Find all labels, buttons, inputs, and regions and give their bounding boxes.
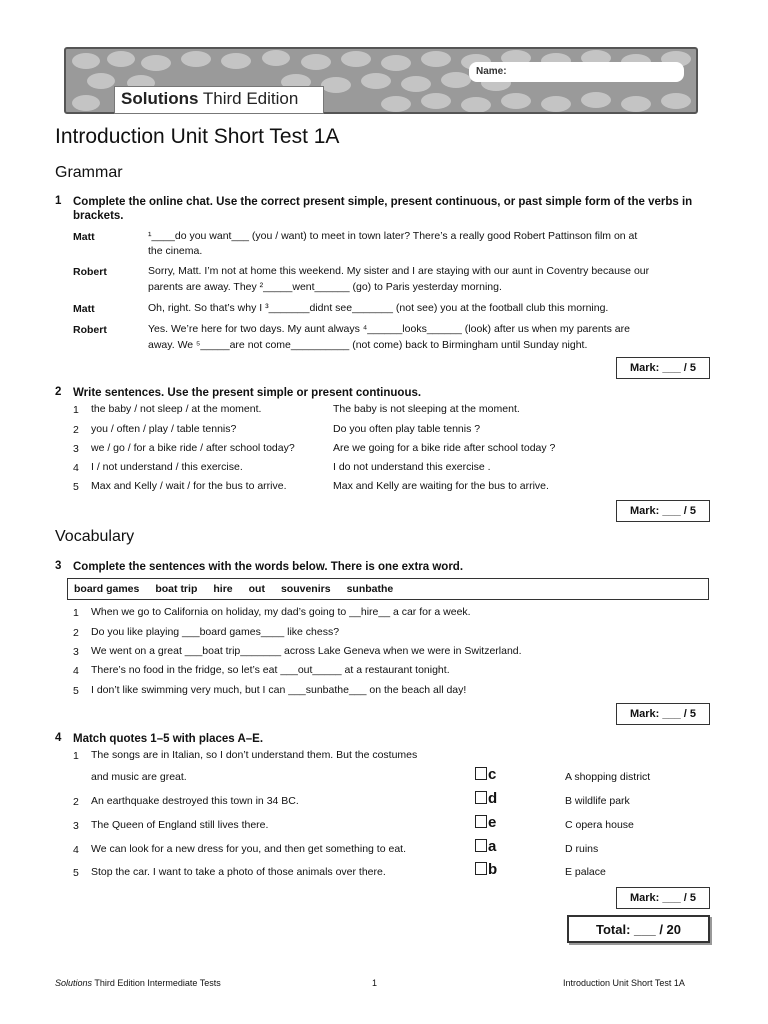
brand-logo: Solutions Third Edition — [121, 89, 299, 108]
item-number: 1 — [73, 750, 79, 762]
answer-checkbox[interactable]: d — [475, 790, 497, 807]
item-number: 2 — [73, 627, 79, 639]
item-number: 3 — [73, 820, 79, 832]
checkbox-icon — [475, 839, 487, 852]
total-score: Total: ___ / 20 — [567, 915, 710, 943]
item-answer: I do not understand this exercise . — [333, 461, 491, 473]
page-title: Introduction Unit Short Test 1A — [55, 125, 340, 148]
item-number: 5 — [73, 867, 79, 879]
chat-line: Oh, right. So that’s why I ³_______didnt see_______ (not see) you at the football club this morning. — [148, 302, 609, 314]
checkbox-icon — [475, 815, 487, 828]
speaker: Robert — [73, 324, 107, 336]
footer-right: Introduction Unit Short Test 1A — [563, 978, 685, 988]
place-option: E palace — [565, 866, 606, 878]
word-box — [67, 578, 709, 600]
footer-left: Solutions Third Edition Intermediate Tests — [55, 978, 221, 988]
q1-instruction: Complete the online chat. Use the correct present simple, present continuous, or past simple form of the verbs in brackets. — [73, 196, 693, 222]
q4-mark: Mark: ___ / 5 — [616, 887, 710, 909]
q2-instruction: Write sentences. Use the present simple or present continuous. — [73, 387, 422, 399]
item-number: 2 — [73, 424, 79, 436]
q4-number: 4 — [55, 732, 62, 744]
item-prompt: you / often / play / table tennis? — [91, 423, 237, 435]
chat-line: parents are away. They ²_____went______ (go) to Paris yesterday morning. — [148, 281, 502, 293]
item-prompt: Max and Kelly / wait / for the bus to arrive. — [91, 480, 287, 492]
place-option: B wildlife park — [565, 795, 630, 807]
item-answer: Are we going for a bike ride after school today ? — [333, 442, 556, 454]
item-number: 3 — [73, 646, 79, 658]
place-option: A shopping district — [565, 771, 651, 783]
item-answer: Do you often play table tennis ? — [333, 423, 481, 435]
answer-checkbox[interactable]: a — [475, 838, 496, 855]
checkbox-icon — [475, 767, 487, 780]
item-text: and music are great. — [91, 771, 187, 783]
item-text: We can look for a new dress for you, and then get something to eat. — [91, 843, 406, 855]
checkbox-icon — [475, 862, 487, 875]
word: out — [248, 583, 265, 595]
item-text: We went on a great ___boat trip_______ across Lake Geneva when we were in Switzerland. — [91, 645, 522, 657]
answer-checkbox[interactable]: e — [475, 814, 496, 831]
item-number: 4 — [73, 844, 79, 856]
item-text: The songs are in Italian, so I don’t understand them. But the costumes — [91, 749, 418, 761]
q1-mark: Mark: ___ / 5 — [616, 357, 710, 379]
item-text: I don’t like swimming very much, but I can ___sunbathe___ on the beach all day! — [91, 684, 467, 696]
item-number: 1 — [73, 404, 79, 416]
item-number: 3 — [73, 443, 79, 455]
chat-line: ¹____do you want___ (you / want) to meet in town later? There’s a really good Robert Pattinson film on at — [148, 230, 638, 242]
q2-mark: Mark: ___ / 5 — [616, 500, 710, 522]
place-option: C opera house — [565, 819, 634, 831]
answer-checkbox[interactable]: c — [475, 766, 496, 783]
chat-line: the cinema. — [148, 245, 203, 257]
word: sunbathe — [346, 583, 394, 595]
item-text: An earthquake destroyed this town in 34 BC. — [91, 795, 299, 807]
item-text: Stop the car. I want to take a photo of those animals over there. — [91, 866, 386, 878]
item-number: 1 — [73, 607, 79, 619]
place-option: D ruins — [565, 843, 599, 855]
q1-number: 1 — [55, 195, 62, 207]
speaker: Matt — [73, 231, 95, 243]
q3-number: 3 — [55, 560, 62, 572]
item-number: 5 — [73, 685, 79, 697]
chat-line: away. We ⁵_____are not come__________ (not come) back to Birmingham until Sunday night. — [148, 339, 588, 351]
chat-line: Sorry, Matt. I’m not at home this weekend. My sister and I are staying with our aunt in Coventry because our — [148, 265, 650, 277]
item-answer: Max and Kelly are waiting for the bus to arrive. — [333, 480, 549, 492]
item-text: The Queen of England still lives there. — [91, 819, 269, 831]
chat-line: Yes. We’re here for two days. My aunt always ⁴______looks______ (look) after us when my parents are — [148, 323, 630, 335]
q3-instruction: Complete the sentences with the words below. There is one extra word. — [73, 561, 464, 573]
item-prompt: I / not understand / this exercise. — [91, 461, 243, 473]
q2-number: 2 — [55, 386, 62, 398]
word: boat trip — [155, 583, 198, 595]
answer-checkbox[interactable]: b — [475, 861, 497, 878]
q4-instruction: Match quotes 1–5 with places A–E. — [73, 733, 264, 745]
item-text: When we go to California on holiday, my dad’s going to __hire__ a car for a week. — [91, 606, 471, 618]
q3-mark: Mark: ___ / 5 — [616, 703, 710, 725]
item-prompt: the baby / not sleep / at the moment. — [91, 403, 262, 415]
word: hire — [213, 583, 233, 595]
item-number: 5 — [73, 481, 79, 493]
grammar-heading: Grammar — [55, 164, 123, 181]
item-number: 4 — [73, 462, 79, 474]
item-prompt: we / go / for a bike ride / after school today? — [91, 442, 295, 454]
item-text: There’s no food in the fridge, so let’s eat ___out_____ at a restaurant tonight. — [91, 664, 450, 676]
speaker: Robert — [73, 266, 107, 278]
item-answer: The baby is not sleeping at the moment. — [333, 403, 520, 415]
item-number: 4 — [73, 665, 79, 677]
name-label: Name: — [476, 66, 507, 77]
page-number: 1 — [372, 978, 378, 988]
checkbox-icon — [475, 791, 487, 804]
word: board games — [74, 583, 140, 595]
item-number: 2 — [73, 796, 79, 808]
vocabulary-heading: Vocabulary — [55, 528, 135, 545]
word: souvenirs — [280, 583, 331, 595]
item-text: Do you like playing ___board games____ like chess? — [91, 626, 340, 638]
speaker: Matt — [73, 303, 95, 315]
